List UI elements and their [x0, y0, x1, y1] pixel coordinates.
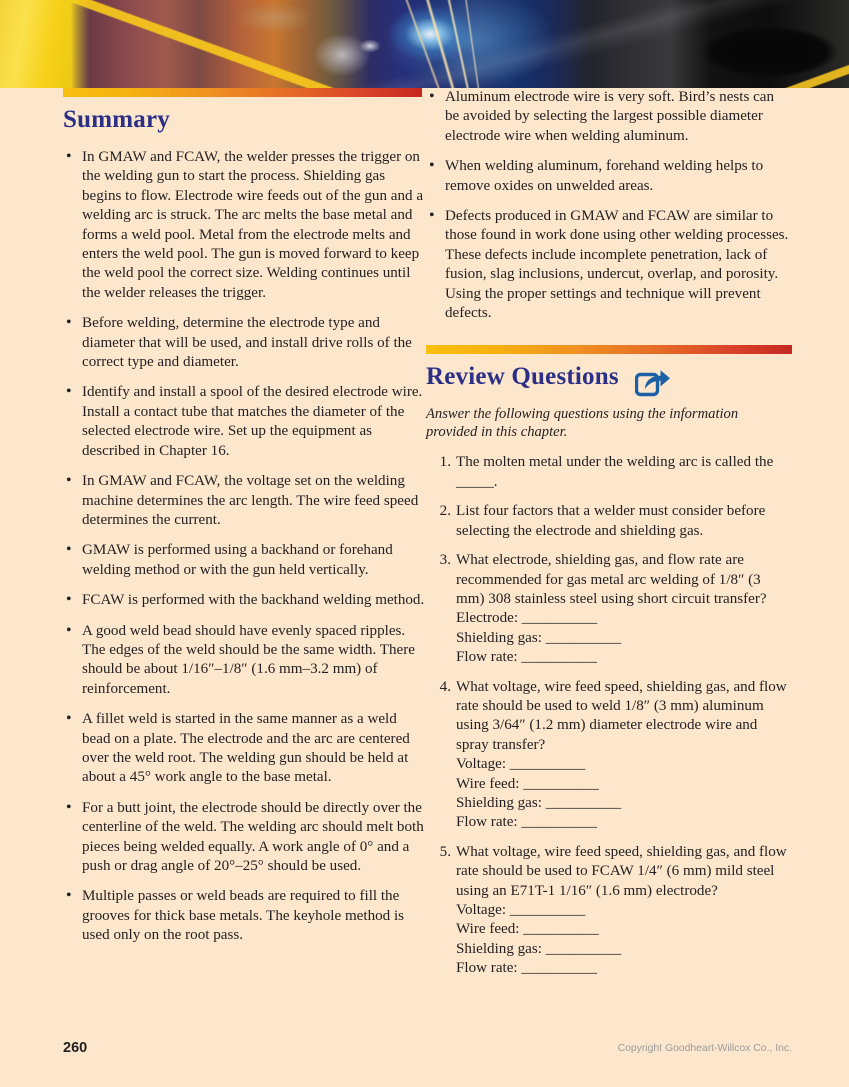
summary-bullet: • Multiple passes or weld beads are required to fill the grooves for thick base metals. The keyhole method is used only on the root pass. — [63, 887, 426, 945]
summary-heading: Summary — [63, 106, 170, 133]
banner-yellow-block — [0, 0, 78, 88]
summary-bullet: • When welding aluminum, forehand welding helps to remove oxides on unwelded areas. — [426, 157, 789, 196]
summary-bullet-list-right — [426, 88, 789, 323]
answer-blank-line[interactable]: Flow rate: __________ — [456, 649, 597, 666]
review-questions-instructions: Answer the following questions using the information provided in this chapter. — [426, 406, 739, 441]
summary-bullet: • In GMAW and FCAW, the welder presses the trigger on the welding gun to start the process. Shielding gas begins to flow. Electrode wire feeds out of the gun and a welding arc is struck. The arc melts the base metal and forms a weld pool. Metal from the electrode melts and enters the weld pool. The gun is moved forward to keep the weld pool the correct size. Welding continues until the welder releases the trigger. — [63, 148, 426, 303]
summary-bullet: • A fillet weld is started in the same manner as a weld bead on a plate. The electrode and the arc are centered over the weld root. The welding gun should be held at about a 45° work angle to the base metal. — [63, 710, 426, 788]
summary-bullet: • Defects produced in GMAW and FCAW are similar to those found in work done using other welding processes. These defects include incomplete penetration, lack of fusion, slag inclusions, undercut, overlap, and porosity. Using the proper settings and technique will prevent defects. — [426, 207, 789, 323]
answer-blank-line[interactable]: Voltage: __________ — [456, 756, 586, 773]
summary-rule — [63, 88, 422, 97]
copyright-notice: Copyright Goodheart-Willcox Co., Inc. — [617, 1043, 792, 1054]
answer-blank-group — [456, 901, 789, 979]
answer-blank-group — [456, 755, 789, 833]
summary-bullet: • A good weld bead should have evenly spaced ripples. The edges of the weld should be the same width. There should be about 1/16″–1/8″ (1.6 mm–3.2 mm) of reinforcement. — [63, 622, 426, 700]
summary-bullet: • FCAW is performed with the backhand welding method. — [63, 591, 426, 610]
review-question-item — [426, 843, 789, 979]
answer-blank-line[interactable]: Flow rate: __________ — [456, 960, 597, 977]
review-questions-list — [426, 453, 789, 978]
summary-bullet: • GMAW is performed using a backhand or forehand welding method or with the gun held vertically. — [63, 541, 426, 580]
review-question-text: What voltage, wire feed speed, shielding gas, and flow rate should be used to FCAW 1/4″ (6 mm) mild steel using an E71T-1 1/16″ (1.6 mm) electrode? — [456, 843, 787, 899]
answer-blank-line[interactable]: Voltage: __________ — [456, 902, 586, 918]
right-column — [426, 88, 789, 989]
review-question-item — [426, 453, 789, 492]
summary-bullet: • Aluminum electrode wire is very soft. Bird’s nests can be avoided by selecting the largest possible diameter electrode wire when welding aluminum. — [426, 88, 789, 146]
review-question-text: What electrode, shielding gas, and flow rate are recommended for gas metal arc welding of 1/8″ (3 mm) 308 stainless steel using short circuit transfer? — [456, 552, 767, 607]
summary-bullet: • For a butt joint, the electrode should be directly over the centerline of the weld. The welding arc should melt both pieces being welded equally. A work angle of 0° and a push or drag angle of 20°–25° should be used. — [63, 799, 426, 877]
answer-blank-line[interactable]: Wire feed: __________ — [456, 775, 599, 792]
answer-blank-line[interactable]: Shielding gas: __________ — [456, 629, 622, 646]
answer-blank-line[interactable]: Flow rate: __________ — [456, 814, 597, 831]
summary-bullet: • Identify and install a spool of the desired electrode wire. Install a contact tube that matches the diameter of the selected electrode wire. Set up the equipment as described in Chapter 16. — [63, 383, 426, 461]
review-question-item — [426, 502, 789, 541]
review-question-item — [426, 551, 789, 667]
page-number: 260 — [63, 1040, 88, 1056]
review-question-item — [426, 678, 789, 833]
review-question-text: The molten metal under the welding arc is called the _____. — [456, 454, 774, 490]
review-question-text: What voltage, wire feed speed, shielding gas, and flow rate should be used to weld 1/8″ (3 mm) aluminum using 3/64″ (1.2 mm) diameter electrode wire and spray transfer? — [456, 678, 787, 753]
external-link-icon[interactable] — [635, 367, 671, 397]
summary-bullet-list-left — [63, 148, 426, 946]
answer-blank-group — [456, 609, 789, 667]
review-questions-heading: Review Questions — [426, 363, 619, 391]
review-questions-rule — [426, 345, 792, 354]
review-question-text: List four factors that a welder must consider before selecting the electrode and shielding gas. — [456, 503, 766, 539]
page-footer — [0, 1027, 849, 1087]
answer-blank-line[interactable]: Wire feed: __________ — [456, 921, 599, 938]
answer-blank-line[interactable]: Shielding gas: __________ — [456, 940, 622, 957]
answer-blank-line[interactable]: Shielding gas: __________ — [456, 794, 622, 811]
welding-photo — [70, 0, 849, 88]
review-questions-header — [426, 354, 789, 405]
banner-photo-fade — [70, 0, 90, 88]
summary-bullet: • Before welding, determine the electrode type and diameter that will be used, and install drive rolls of the correct type and diameter. — [63, 314, 426, 372]
left-column — [63, 88, 426, 957]
header-banner — [0, 0, 849, 88]
page-content — [0, 88, 849, 1087]
answer-blank-line[interactable]: Electrode: __________ — [456, 610, 598, 627]
summary-bullet: • In GMAW and FCAW, the voltage set on the welding machine determines the arc length. The wire feed speed determines the current. — [63, 472, 426, 530]
